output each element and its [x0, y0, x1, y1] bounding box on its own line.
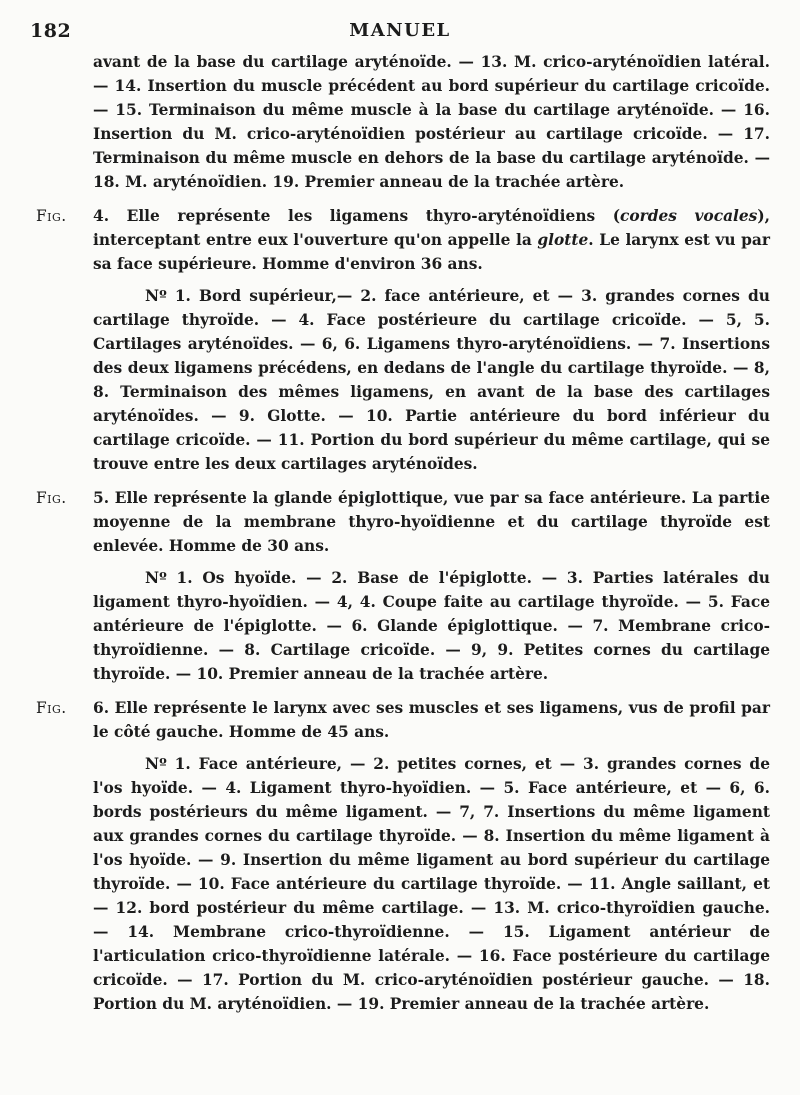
figure-legend-text: Nº 1. Bord supérieur,— 2. face antérieure, et — 3. grandes cornes du cartilage thyroïde. — 4. Face postérieure du cartilage cricoïde. — 5, 5. Cartilages aryténoïdes. — 6, 6. Ligamens thyro-aryténoïdiens. — 7. Insertions des deux ligamens précédens, en dedans de l'angle du cartilage thyroïde. — 8, 8. Terminaison des mêmes ligamens, en avant de la base des cartilages aryténoïdes. — 9. Glotte. — 10. Partie antérieure du bord inférieur du cartilage cricoïde. — 11. Portion du bord supérieur du même cartilage, qui se trouve entre les deux cartilages aryténoïdes. [93, 287, 770, 473]
figure-description-italic: cordes vocales [620, 207, 758, 225]
figure-label: Fig. [36, 207, 67, 225]
body-text [36, 50, 770, 1016]
figure-6-entry [36, 696, 770, 1016]
figure-label: Fig. [36, 489, 67, 507]
continuation-paragraph: avant de la base du cartilage aryténoïde. — 13. M. crico-aryténoïdien latéral. — 14. Insertion du muscle précédent au bord supérieur du cartilage cricoïde. — 15. Terminaison du même muscle à la base du cartilage aryténoïde. — 16. Insertion du M. crico-aryténoïdien postérieur au cartilage cricoïde. — 17. Terminaison du même muscle en dehors de la base du cartilage aryténoïde. — 18. M. aryténoïdien. 19. Premier anneau de la trachée artère. [93, 53, 770, 191]
figure-description-italic: glotte [537, 231, 589, 249]
figure-description-part: ), interceptant entre eux l'ouverture qu'on appelle la [93, 207, 770, 249]
figure-description: 6. Elle représente le larynx avec ses muscles et ses ligamens, vus de profil par le côté gauche. Homme de 45 ans. [93, 699, 770, 741]
figure-description-part: 4. Elle représente les ligamens thyro-aryténoïdiens ( [93, 207, 620, 225]
page-header [30, 20, 770, 48]
figure-legend [93, 566, 770, 686]
figure-legend [93, 284, 770, 476]
page-number: 182 [30, 20, 72, 42]
figure-4-entry [36, 204, 770, 476]
figure-legend-text: Nº 1. Os hyoïde. — 2. Base de l'épiglotte. — 3. Parties latérales du ligament thyro-hyoïdien. — 4, 4. Coupe faite au cartilage thyroïde. — 5. Face antérieure de l'épiglotte. — 6. Glande épiglottique. — 7. Membrane crico-thyroïdienne. — 8. Cartilage cricoïde. — 9, 9. Petites cornes du cartilage thyroïde. — 10. Premier anneau de la trachée artère. [93, 569, 770, 683]
figure-5-entry [36, 486, 770, 686]
figure-legend-text: Nº 1. Face antérieure, — 2. petites cornes, et — 3. grandes cornes de l'os hyoïde. — 4. Ligament thyro-hyoïdien. — 5. Face antérieure, et — 6, 6. bords postérieurs du même ligament. — 7, 7. Insertions du même ligament aux grandes cornes du cartilage thyroïde. — 8. Insertion du même ligament à l'os hyoïde. — 9. Insertion du même ligament au bord supérieur du cartilage thyroïde. — 10. Face antérieure du cartilage thyroïde. — 11. Angle saillant, et — 12. bord postérieur du même cartilage. — 13. M. crico-thyroïdien gauche. — 14. Membrane crico-thyroïdienne. — 15. Ligament antérieur de l'articulation crico-thyroïdienne latérale. — 16. Face postérieure du cartilage cricoïde. — 17. Portion du M. crico-aryténoïdien postérieur gauche. — 18. Portion du M. aryténoïdien. — 19. Premier anneau de la trachée artère. [93, 755, 770, 1013]
running-head: MANUEL [349, 20, 451, 41]
figure-description: 5. Elle représente la glande épiglottique, vue par sa face antérieure. La partie moyenne de la membrane thyro-hyoïdienne et du cartilage thyroïde est enlevée. Homme de 30 ans. [93, 489, 770, 555]
figure-label: Fig. [36, 699, 67, 717]
figure-description [93, 204, 770, 276]
figure-legend [93, 752, 770, 1016]
figure-description-part: . Le larynx est vu par sa face supérieure. Homme d'environ 36 ans. [93, 231, 770, 273]
